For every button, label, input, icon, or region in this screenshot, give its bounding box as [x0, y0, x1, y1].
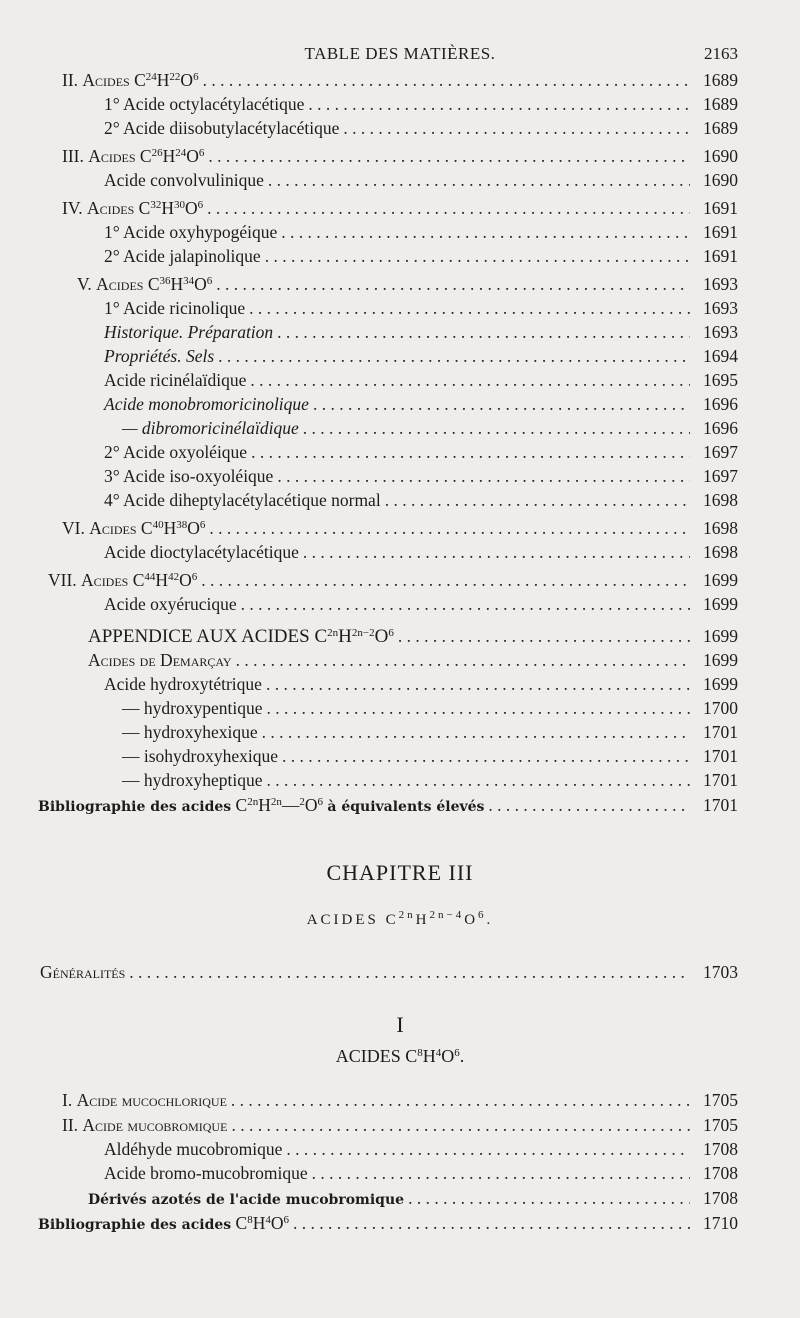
toc-entry-label: 1° Acide ricinolique	[104, 298, 246, 318]
toc-entry-label: Acide ricinélaïdique	[104, 370, 247, 390]
toc-page-ref: 1705	[703, 1115, 738, 1135]
dot-leader	[385, 490, 690, 511]
toc-entry-section-7	[48, 570, 738, 592]
dot-leader	[266, 674, 690, 695]
page-number: 2163	[704, 44, 738, 63]
toc-entry-label: 1° Acide octylacétylacétique	[104, 94, 305, 114]
toc-entry-label: 1° Acide oxyhypogéique	[104, 222, 278, 242]
dot-leader	[208, 146, 690, 167]
dot-leader	[281, 222, 690, 243]
chapter-subheading: ACIDES $C^{2n}H^{2n-4}O^6$.	[306, 909, 494, 928]
toc-entry	[104, 394, 738, 416]
toc-entry-label: Historique. Préparation	[104, 322, 274, 342]
dot-leader	[209, 518, 690, 539]
toc-entry-label: III. Acides $C^{26}H^{24}O^6$	[62, 146, 205, 166]
toc-entry-label: Aldéhyde mucobromique	[104, 1139, 283, 1159]
toc-entry-section-5	[77, 274, 738, 296]
toc-entry	[122, 746, 738, 768]
toc-entry-appendix	[88, 626, 738, 648]
toc-page-ref: 1698	[703, 542, 738, 562]
toc-entry-label: Acide hydroxytétrique	[104, 674, 262, 694]
dot-leader	[231, 1090, 690, 1111]
toc-entry-label: Propriétés. Sels	[104, 346, 215, 366]
toc-page-ref: 1698	[703, 518, 738, 538]
dot-leader	[231, 1115, 690, 1136]
toc-entry-label: IV. Acides $C^{32}H^{30}O^6$	[62, 198, 204, 218]
part-number: I	[396, 1012, 404, 1037]
dot-leader	[282, 746, 690, 767]
toc-entry	[104, 346, 738, 368]
toc-entry	[122, 770, 738, 792]
dot-leader	[250, 370, 690, 391]
toc-page-ref: 1699	[703, 626, 738, 646]
toc-entry-label: II. Acide mucobromique	[62, 1115, 228, 1135]
toc-entry-label: Dérivés azotés de l'acide mucobromique	[88, 1192, 405, 1208]
dot-leader	[266, 770, 690, 791]
toc-page-ref: 1695	[703, 370, 738, 390]
dot-leader	[265, 246, 690, 267]
toc-entry-label: — hydroxyhexique	[122, 722, 258, 742]
toc-entry-label: Acide bromo-mucobromique	[104, 1163, 308, 1183]
toc-entry	[104, 170, 738, 192]
dot-leader	[286, 1139, 690, 1160]
dot-leader	[249, 298, 690, 319]
toc-page-ref: 1710	[703, 1213, 738, 1233]
toc-entry-label: Bibliographie des acides $C^8H^4O^6$	[38, 1213, 290, 1233]
toc-entry-label: 3° Acide iso-oxyoléique	[104, 466, 274, 486]
dot-leader	[303, 418, 690, 439]
toc-entry	[104, 94, 738, 116]
toc-page-ref: 1689	[703, 70, 738, 90]
toc-page-ref: 1701	[703, 746, 738, 766]
toc-entry-label: — hydroxyheptique	[122, 770, 263, 790]
toc-entry	[122, 698, 738, 720]
toc-page-ref: 1701	[703, 722, 738, 742]
dot-leader	[266, 698, 690, 719]
dot-leader	[129, 962, 690, 983]
dot-leader	[312, 1163, 690, 1184]
toc-entry-label: Acide oxyérucique	[104, 594, 237, 614]
dot-leader	[262, 722, 690, 743]
toc-entry	[122, 418, 738, 440]
toc-page-ref: 1691	[703, 222, 738, 242]
toc-entry	[104, 298, 738, 320]
dot-leader	[343, 118, 690, 139]
dot-leader	[488, 795, 690, 816]
toc-entry-section-3	[62, 146, 738, 168]
dot-leader	[277, 322, 690, 343]
toc-entry-label: Acides de Demarçay	[88, 650, 232, 670]
toc-entry-label: Acide dioctylacétylacétique	[104, 542, 299, 562]
toc-page-ref: 1694	[703, 346, 738, 366]
dot-leader	[313, 394, 690, 415]
running-header-title: TABLE DES MATIÈRES.	[304, 44, 496, 63]
toc-entry-label: 2° Acide jalapinolique	[104, 246, 261, 266]
toc-entry	[104, 542, 738, 564]
toc-entry-section-6	[62, 518, 738, 540]
toc-page-ref: 1700	[703, 698, 738, 718]
toc-page-ref: 1699	[703, 594, 738, 614]
toc-page-ref: 1693	[703, 274, 738, 294]
toc-page-ref: 1701	[703, 795, 738, 815]
toc-entry	[62, 1090, 738, 1112]
toc-entry	[88, 650, 738, 672]
toc-page-ref: 1699	[703, 570, 738, 590]
toc-entry	[122, 722, 738, 744]
toc-entry-label: I. Acide mucochlorique	[62, 1090, 227, 1110]
toc-entry	[104, 674, 738, 696]
toc-entry-label: — hydroxypentique	[122, 698, 263, 718]
dot-leader	[218, 346, 690, 367]
dot-leader	[207, 198, 690, 219]
dot-leader	[398, 626, 690, 647]
dot-leader	[236, 650, 690, 671]
toc-page-ref: 1691	[703, 198, 738, 218]
toc-entry	[104, 222, 738, 244]
dot-leader	[216, 274, 690, 295]
dot-leader	[408, 1188, 690, 1209]
toc-page-ref: 1690	[703, 170, 738, 190]
toc-page-ref: 1708	[703, 1188, 738, 1208]
toc-page-ref: 1699	[703, 650, 738, 670]
dot-leader	[241, 594, 690, 615]
chapter-heading: CHAPITRE III	[326, 860, 474, 885]
toc-page-ref: 1693	[703, 322, 738, 342]
toc-entry	[104, 490, 738, 512]
toc-page-ref: 1693	[703, 298, 738, 318]
toc-entry	[104, 322, 738, 344]
dot-leader	[308, 94, 690, 115]
part-heading: ACIDES $C^8H^4O^6$.	[335, 1046, 465, 1066]
toc-entry-label: — dibromoricinélaïdique	[122, 418, 299, 438]
toc-entry	[104, 118, 738, 140]
toc-entry	[104, 1139, 738, 1161]
toc-entry-section-2	[62, 70, 738, 92]
toc-page-ref: 1708	[703, 1139, 738, 1159]
dot-leader	[203, 70, 690, 91]
toc-entry-label: — isohydroxyhexique	[122, 746, 279, 766]
toc-entry	[88, 1188, 738, 1210]
toc-page-ref: 1703	[703, 962, 738, 982]
toc-page-ref: 1697	[703, 466, 738, 486]
toc-entry-bibliography	[38, 1213, 738, 1235]
toc-page-ref: 1690	[703, 146, 738, 166]
toc-entry	[62, 1115, 738, 1137]
toc-entry	[104, 1163, 738, 1185]
toc-page-ref: 1708	[703, 1163, 738, 1183]
dot-leader	[201, 570, 690, 591]
toc-entry-label: 4° Acide diheptylacétylacétique normal	[104, 490, 381, 510]
toc-page-ref: 1696	[703, 418, 738, 438]
toc-entry-generalites	[40, 962, 738, 984]
toc-entry	[104, 466, 738, 488]
toc-entry-label: Généralités	[40, 962, 126, 982]
toc-page-ref: 1699	[703, 674, 738, 694]
toc-entry-section-4	[62, 198, 738, 220]
toc-entry-label: II. Acides $C^{24}H^{22}O^6$	[62, 70, 199, 90]
toc-entry-label: Bibliographie des acides $C^{2n}H^{2n}—^2O^6$ à équivalents élevés	[38, 795, 485, 815]
toc-entry-label: VI. Acides $C^{40}H^{38}O^6$	[62, 518, 206, 538]
dot-leader	[303, 542, 690, 563]
toc-entry	[104, 442, 738, 464]
dot-leader	[293, 1213, 690, 1234]
toc-entry-label: V. Acides $C^{36}H^{34}O^6$	[77, 274, 213, 294]
toc-page-ref: 1697	[703, 442, 738, 462]
toc-page-ref: 1691	[703, 246, 738, 266]
dot-leader	[277, 466, 690, 487]
toc-entry-label: 2° Acide diisobutylacétylacétique	[104, 118, 340, 138]
toc-entry	[104, 370, 738, 392]
toc-entry-label: VII. Acides $C^{44}H^{42}O^6$	[48, 570, 198, 590]
toc-entry-label: 2° Acide oxyoléique	[104, 442, 248, 462]
toc-entry-label: Acide convolvulinique	[104, 170, 264, 190]
dot-leader	[251, 442, 690, 463]
toc-page-ref: 1698	[703, 490, 738, 510]
toc-page-ref: 1689	[703, 94, 738, 114]
toc-page-ref: 1689	[703, 118, 738, 138]
toc-entry	[104, 246, 738, 268]
toc-entry-label: APPENDICE AUX ACIDES $C^{2n}H^{2n-2}O^6$	[88, 626, 394, 647]
toc-page-ref: 1696	[703, 394, 738, 414]
toc-page-ref: 1705	[703, 1090, 738, 1110]
toc-entry-bibliography	[38, 795, 738, 817]
dot-leader	[268, 170, 690, 191]
toc-page-ref: 1701	[703, 770, 738, 790]
toc-entry-label: Acide monobromoricinolique	[104, 394, 309, 414]
toc-entry	[104, 594, 738, 616]
